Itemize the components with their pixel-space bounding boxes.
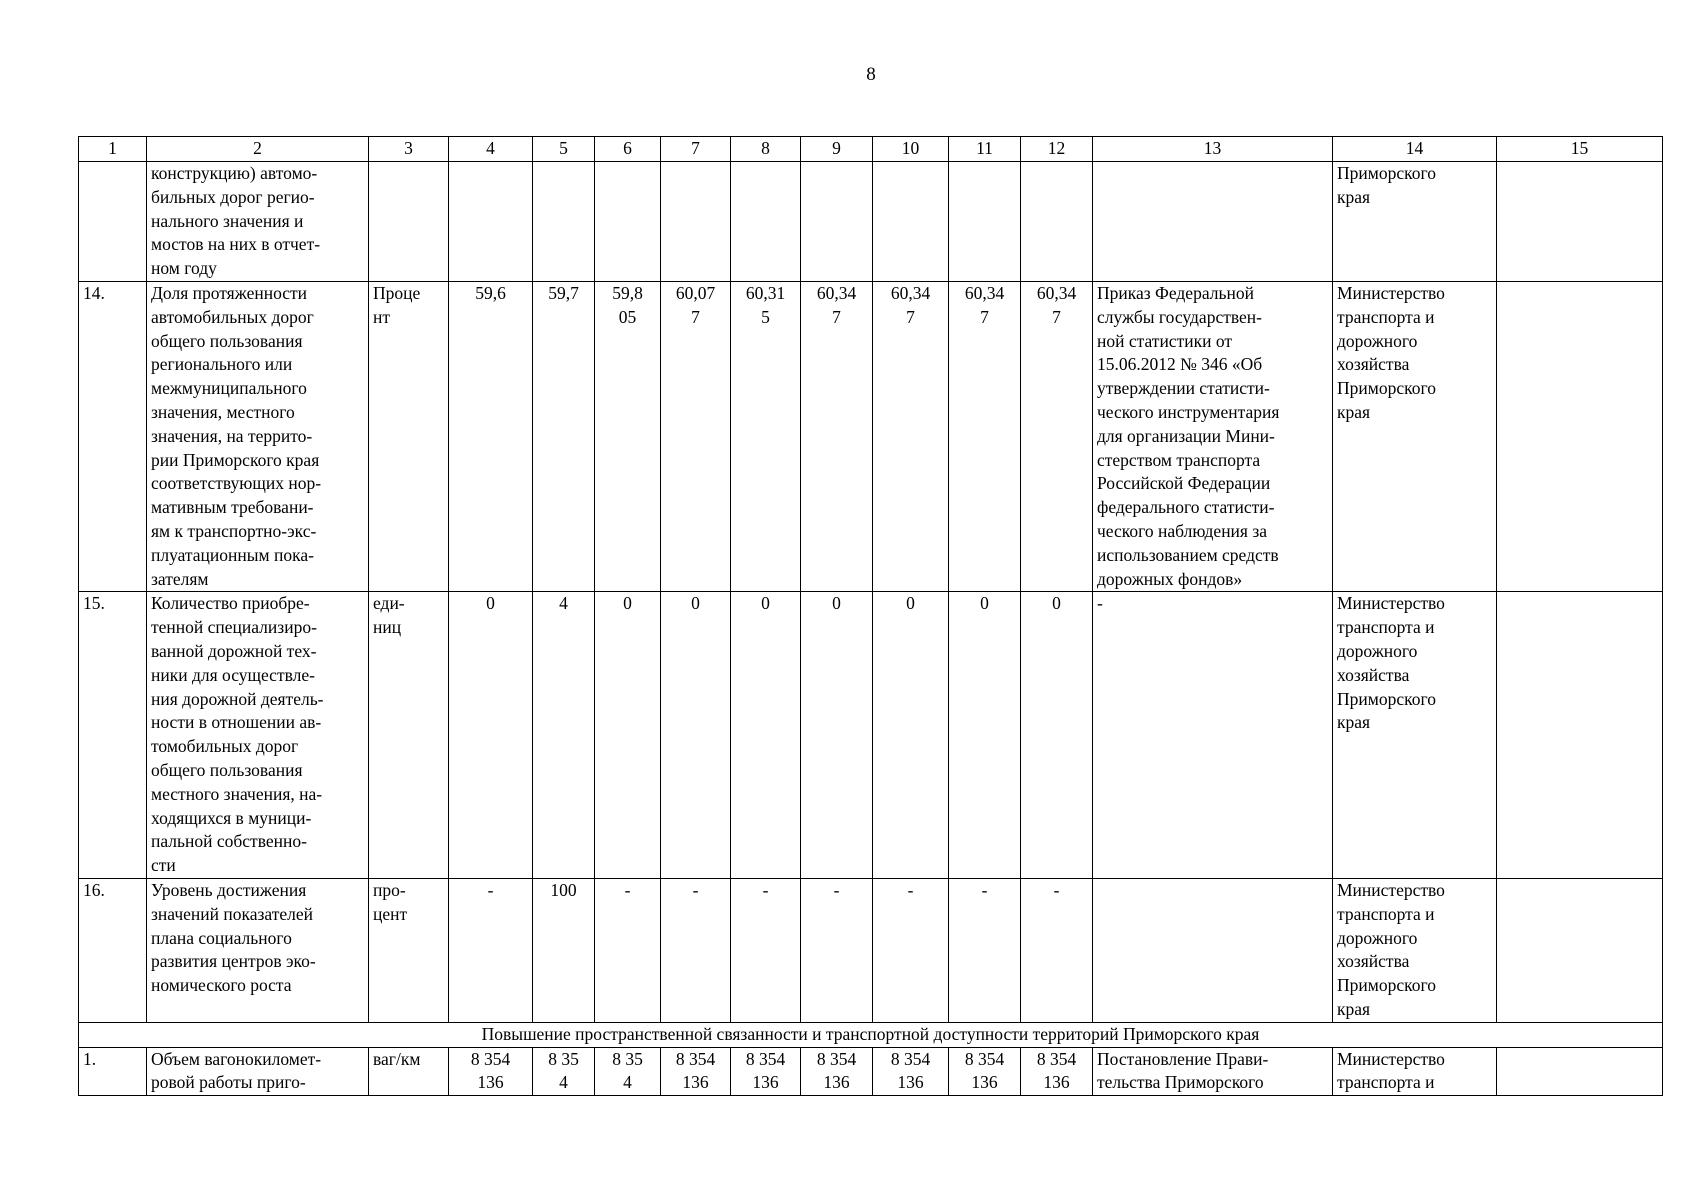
value-cell: 100	[533, 878, 595, 1022]
table-row	[79, 592, 1663, 879]
column-header-4: 4	[449, 137, 533, 162]
section-header-row	[79, 1022, 1663, 1047]
unit-cell: еди- ниц	[369, 592, 449, 879]
value-cell: 60,31 5	[731, 281, 801, 591]
indicator-name: Объем вагонокиломет- ровой работы приго-	[147, 1047, 369, 1096]
value-cell: 0	[661, 592, 731, 879]
row-number: 16.	[79, 878, 147, 1022]
value-cell: 0	[949, 592, 1021, 879]
responsible-body: Министерство транспорта и дорожного хозяйства Приморского края	[1333, 281, 1497, 591]
value-cell: -	[661, 878, 731, 1022]
table-header-row	[79, 137, 1663, 162]
value-cell: 8 354 136	[949, 1047, 1021, 1096]
column-header-7: 7	[661, 137, 731, 162]
note-cell	[1497, 1047, 1663, 1096]
column-header-12: 12	[1021, 137, 1093, 162]
value-cell: -	[1021, 878, 1093, 1022]
value-cell	[949, 162, 1021, 282]
unit-cell: про- цент	[369, 878, 449, 1022]
value-cell: 0	[873, 592, 949, 879]
value-cell: -	[731, 878, 801, 1022]
value-cell: 0	[1021, 592, 1093, 879]
note-cell	[1497, 162, 1663, 282]
value-cell: 60,34 7	[949, 281, 1021, 591]
value-cell: 60,34 7	[873, 281, 949, 591]
value-cell: -	[595, 878, 661, 1022]
indicator-name: конструкцию) автомо- бильных дорог регио- нального значения и мостов на них в отчет- ном году	[147, 162, 369, 282]
unit-cell	[369, 162, 449, 282]
value-cell: 8 354 136	[801, 1047, 873, 1096]
value-cell: -	[449, 878, 533, 1022]
value-cell: 60,07 7	[661, 281, 731, 591]
value-cell: 8 35 4	[595, 1047, 661, 1096]
column-header-15: 15	[1497, 137, 1663, 162]
column-header-5: 5	[533, 137, 595, 162]
value-cell: 59,6	[449, 281, 533, 591]
column-header-14: 14	[1333, 137, 1497, 162]
value-cell	[801, 162, 873, 282]
value-cell	[661, 162, 731, 282]
section-title: Повышение пространственной связанности и транспортной доступности территорий Приморского края	[79, 1022, 1663, 1047]
unit-cell: ваг/км	[369, 1047, 449, 1096]
value-cell	[873, 162, 949, 282]
indicator-name: Уровень достижения значений показателей плана социального развития центров эко- номического роста	[147, 878, 369, 1022]
unit-cell: Проце нт	[369, 281, 449, 591]
row-number: 15.	[79, 592, 147, 879]
value-cell: 8 354 136	[1021, 1047, 1093, 1096]
row-number: 1.	[79, 1047, 147, 1096]
value-cell: -	[873, 878, 949, 1022]
responsible-body: Министерство транспорта и дорожного хозяйства Приморского края	[1333, 878, 1497, 1022]
value-cell: 60,34 7	[1021, 281, 1093, 591]
row-number: 14.	[79, 281, 147, 591]
value-cell: 59,8 05	[595, 281, 661, 591]
indicator-name: Доля протяженности автомобильных дорог общего пользования регионального или межмуниципального значения, местного значения, на террито- рии Приморского края соответствующих нор- мативным требовани- ям к транспортно-экс- плуатационным пока- зателям	[147, 281, 369, 591]
value-cell	[1021, 162, 1093, 282]
column-header-10: 10	[873, 137, 949, 162]
table-row	[79, 878, 1663, 1022]
column-header-9: 9	[801, 137, 873, 162]
indicators-table	[78, 136, 1663, 1096]
value-cell	[731, 162, 801, 282]
source-document	[1093, 878, 1333, 1022]
source-document	[1093, 162, 1333, 282]
note-cell	[1497, 592, 1663, 879]
source-document: Приказ Федеральной службы государствен- ной статистики от 15.06.2012 № 346 «Об утверждении статисти- ческого инструментария для организации Мини- стерством транспорта Российской Федерации федерального статисти- ческого наблюдения за использованием средств дорожных фондов»	[1093, 281, 1333, 591]
page-number: 8	[866, 64, 876, 85]
value-cell: 59,7	[533, 281, 595, 591]
table-body	[79, 162, 1663, 1096]
column-header-2: 2	[147, 137, 369, 162]
value-cell: 0	[731, 592, 801, 879]
table-row	[79, 281, 1663, 591]
column-header-11: 11	[949, 137, 1021, 162]
value-cell: 60,34 7	[801, 281, 873, 591]
value-cell: 8 354 136	[731, 1047, 801, 1096]
column-header-3: 3	[369, 137, 449, 162]
table-row	[79, 1047, 1663, 1096]
source-document: Постановление Прави- тельства Приморского	[1093, 1047, 1333, 1096]
value-cell: 8 354 136	[873, 1047, 949, 1096]
value-cell: 0	[595, 592, 661, 879]
value-cell	[449, 162, 533, 282]
responsible-body: Министерство транспорта и	[1333, 1047, 1497, 1096]
responsible-body: Министерство транспорта и дорожного хозяйства Приморского края	[1333, 592, 1497, 879]
value-cell: 0	[801, 592, 873, 879]
note-cell	[1497, 281, 1663, 591]
row-number	[79, 162, 147, 282]
value-cell: 0	[449, 592, 533, 879]
note-cell	[1497, 878, 1663, 1022]
value-cell: 8 354 136	[449, 1047, 533, 1096]
source-document: -	[1093, 592, 1333, 879]
column-header-6: 6	[595, 137, 661, 162]
column-header-8: 8	[731, 137, 801, 162]
value-cell: -	[801, 878, 873, 1022]
column-header-1: 1	[79, 137, 147, 162]
value-cell: 4	[533, 592, 595, 879]
table-row	[79, 162, 1663, 282]
value-cell: 8 35 4	[533, 1047, 595, 1096]
indicator-name: Количество приобре- тенной специализиро- ванной дорожной тех- ники для осуществле- ния дорожной деятель- ности в отношении ав- томобильных дорог общего пользования местного значения, на- ходящихся в муници- пальной собственно- сти	[147, 592, 369, 879]
value-cell	[533, 162, 595, 282]
value-cell: -	[949, 878, 1021, 1022]
responsible-body: Приморского края	[1333, 162, 1497, 282]
column-header-13: 13	[1093, 137, 1333, 162]
value-cell	[595, 162, 661, 282]
value-cell: 8 354 136	[661, 1047, 731, 1096]
